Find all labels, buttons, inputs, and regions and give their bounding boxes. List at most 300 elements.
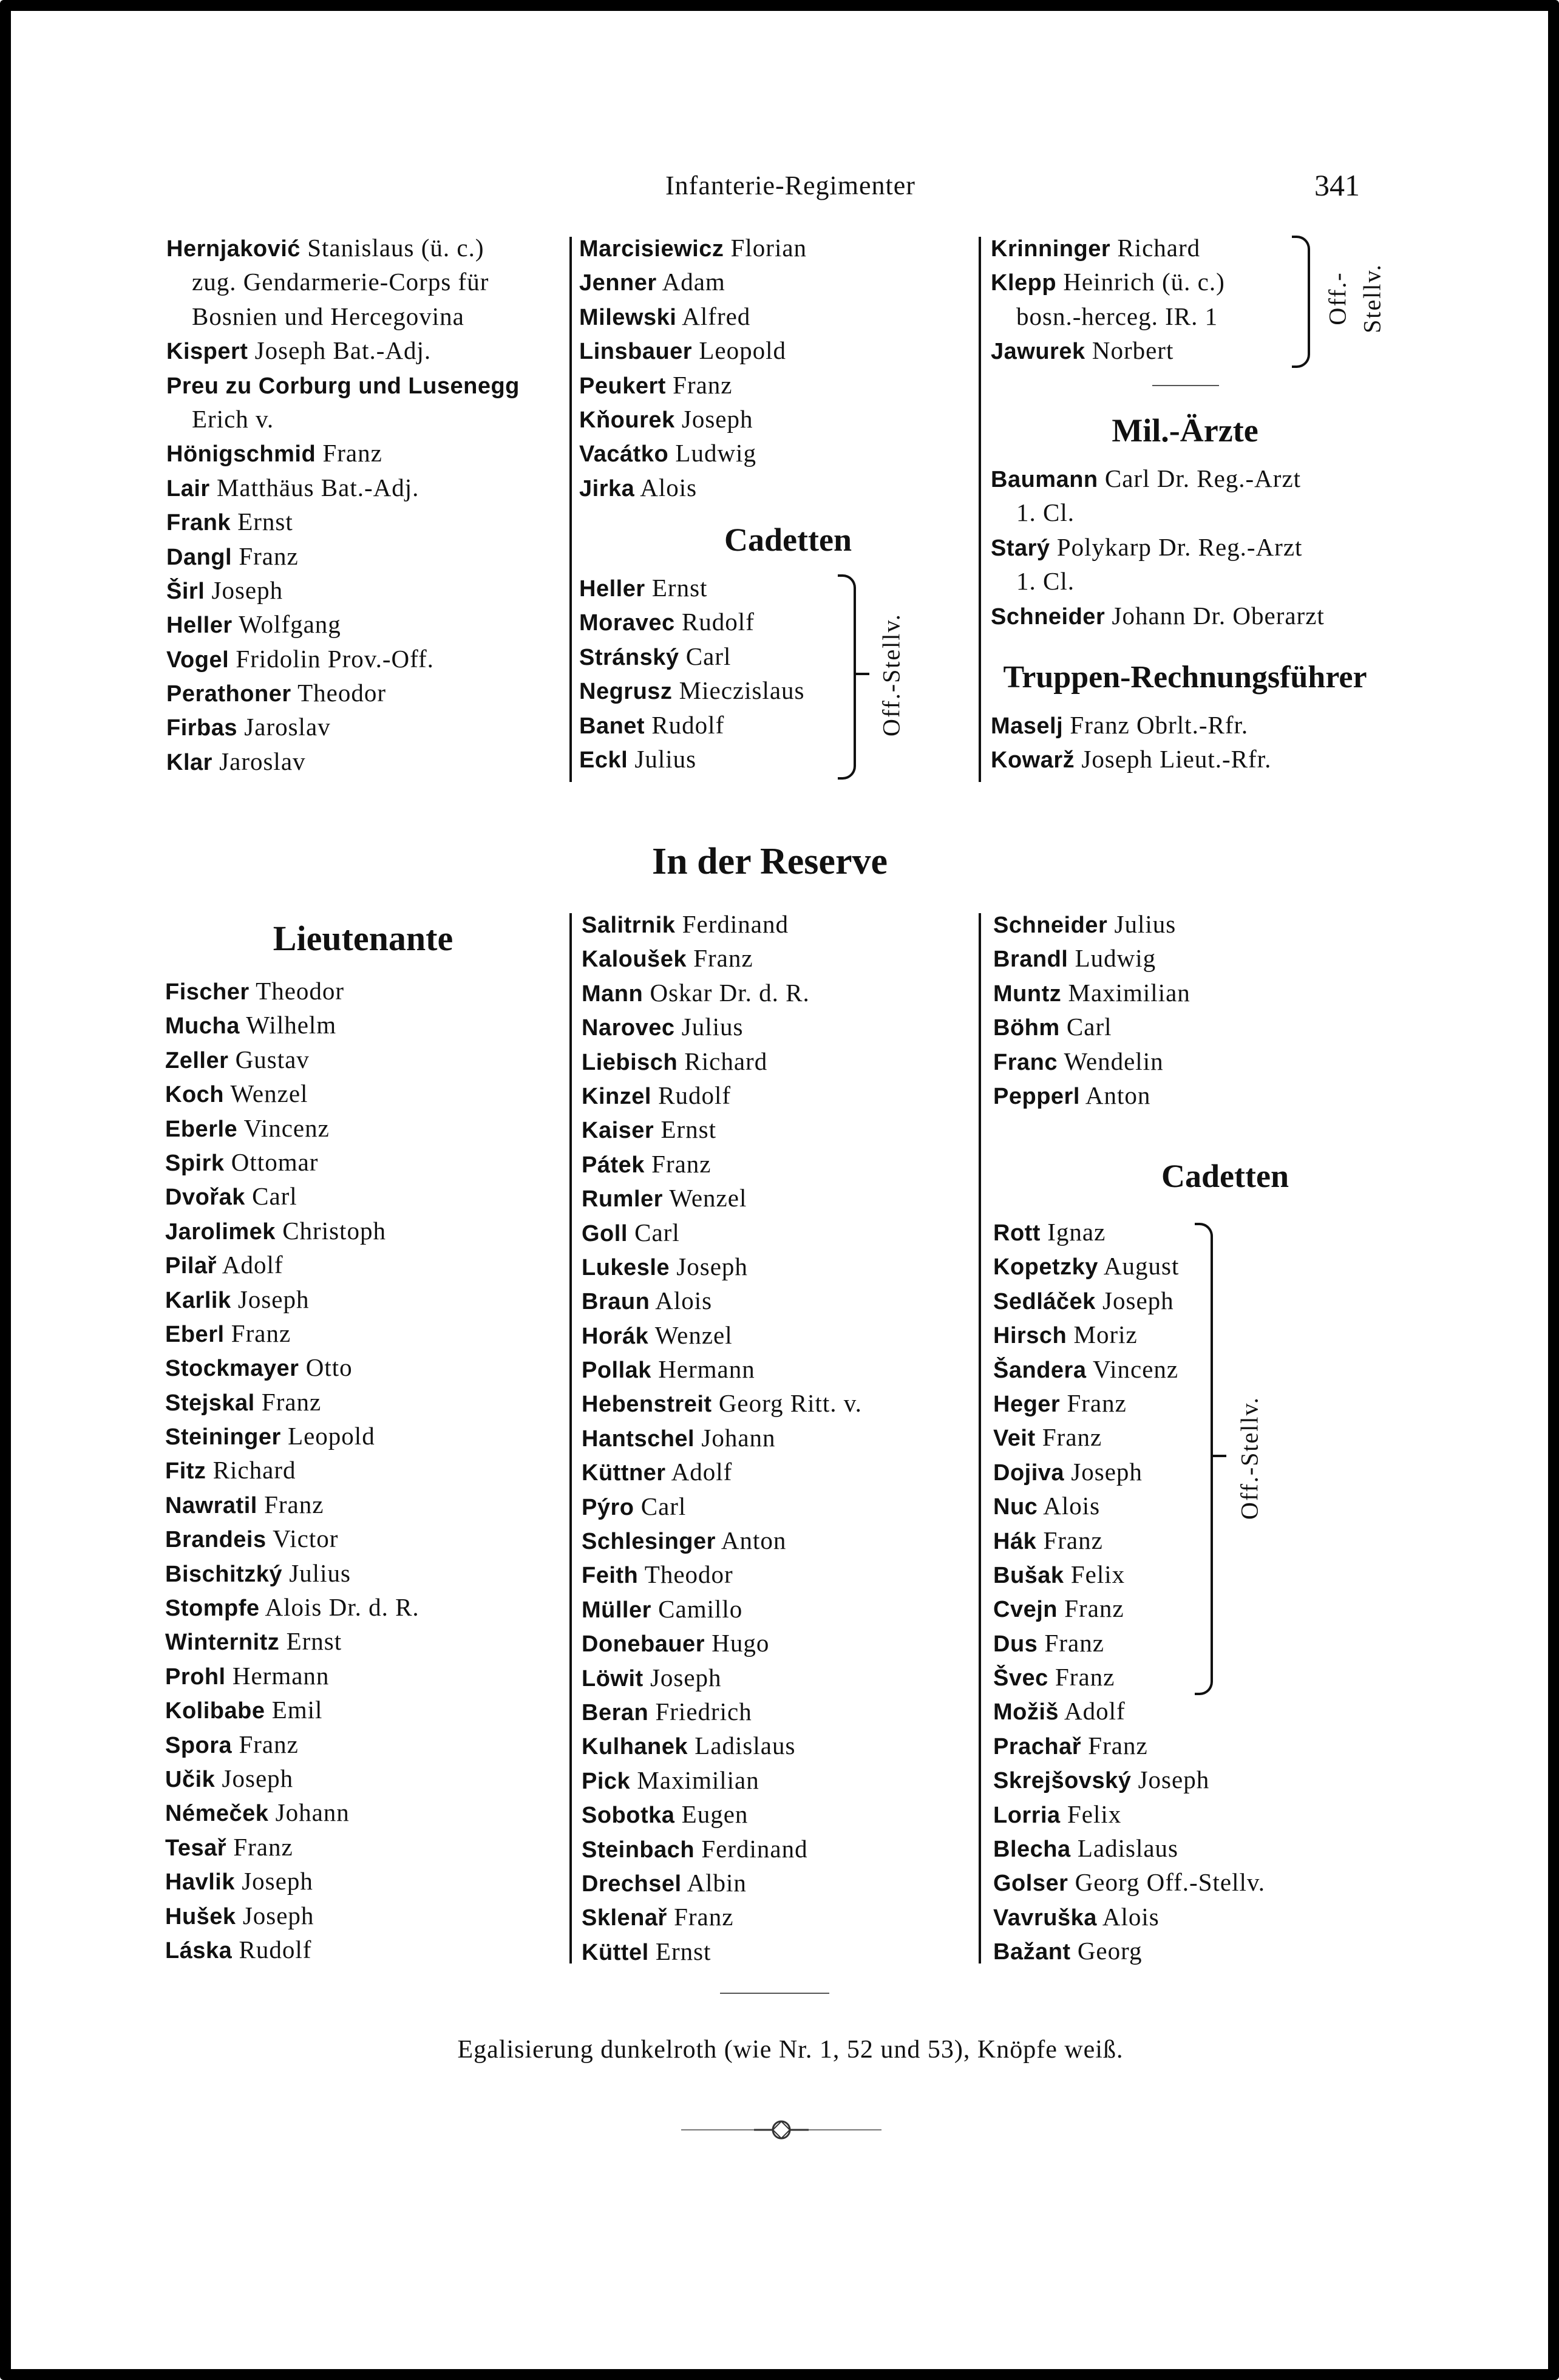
person-surname: Mann [582,981,644,1007]
person-surname: Preu zu Corburg und Lusenegg [166,373,520,399]
list-item [165,1864,419,1898]
list-item [993,1044,1190,1078]
person-surname: Stránský [579,644,679,670]
person-surname: Schneider [993,913,1108,938]
person-details: Albin [681,1868,747,1897]
person-details: Rudolf [674,608,755,636]
list-item [991,333,1225,367]
list-item [993,1352,1265,1386]
list-item [165,1316,419,1350]
off-stellv-label-2: Stellv. [1358,264,1386,333]
person-surname: Bušak [993,1562,1064,1588]
person-details: Heinrich (ü. c.) [1056,268,1225,296]
person-surname: Havlik [165,1869,235,1895]
person-surname: Milewski [579,304,677,330]
person-surname: Dvořak [165,1185,245,1211]
person-surname: Krinninger [991,236,1111,262]
person-details: Ladislaus [688,1732,796,1760]
person-details: bosn.-herceg. IR. 1 [1016,302,1218,330]
person-details: 1. Cl. [1016,498,1075,527]
person-details: Johann Dr. Oberarzt [1105,601,1325,630]
person-surname: Moravec [579,610,675,636]
person-details: Georg Off.-Stellv. [1068,1868,1265,1897]
person-details: Bosnien und Hercegovina [192,302,464,330]
person-details: Carl [1059,1013,1112,1041]
list-item [166,299,520,333]
person-surname: Maselj [991,713,1064,739]
person-details: Florian [724,234,807,262]
off-stellv-label-1: Off.- [1323,271,1351,325]
person-surname: Sedláček [993,1288,1096,1314]
person-details: Alois [1038,1492,1101,1520]
separator-rule [1152,385,1219,386]
off-stellv-label: Off.-Stellv. [877,613,905,736]
list-item [991,299,1225,333]
list-item [993,1489,1265,1523]
list-item [165,1590,419,1624]
person-surname: Muntz [993,981,1062,1007]
list-item [579,402,807,436]
person-surname: Horák [582,1323,649,1349]
person-surname: Zeller [165,1047,229,1073]
list-item [165,1385,419,1419]
person-details: Camillo [651,1594,743,1623]
list-item [582,1661,862,1695]
person-details: Adolf [1059,1697,1126,1725]
person-surname: Učik [165,1766,216,1792]
list-item [165,1727,419,1761]
cadetten-heading: Cadetten [724,522,852,558]
list-item [993,1591,1265,1625]
person-surname: Frank [166,510,231,536]
list-item [993,941,1190,975]
aerzte-list [991,461,1325,633]
top-column-3 [991,231,1225,368]
person-surname: Starý [991,535,1050,561]
person-surname: Hirsch [993,1323,1067,1349]
list-item [582,1078,862,1112]
person-surname: Láska [165,1937,233,1963]
person-surname: Müller [582,1597,651,1623]
reserve-column-3 [993,907,1190,1112]
person-details: Vincenz [1086,1355,1179,1383]
running-title: Infanterie-Regimenter [665,171,915,200]
person-details: Julius [628,744,697,773]
person-surname: Vogel [166,647,229,673]
list-item [582,1695,862,1729]
top-column-2 [579,231,807,505]
top-cadetten-list [579,571,805,776]
bracket-tip [1213,1455,1226,1457]
list-item [993,1078,1190,1112]
person-details: Carl [634,1492,687,1520]
person-details: Leopold [280,1422,375,1450]
person-details: Joseph [215,1764,294,1792]
person-surname: Brandl [993,947,1068,973]
list-item [993,1729,1265,1763]
person-surname: Heller [579,576,645,602]
person-details: Franz [1038,1628,1104,1657]
person-details: Matthäus Bat.-Adj. [209,473,419,501]
person-surname: Negrusz [579,679,673,705]
list-item [991,742,1271,776]
person-details: Franz [316,439,382,467]
person-surname: Karlik [165,1287,231,1313]
person-surname: Kaiser [582,1118,654,1144]
person-details: Joseph [1131,1766,1210,1794]
list-item [582,976,862,1010]
list-item [165,1659,419,1693]
person-details: 1. Cl. [1016,567,1075,596]
person-surname: Spora [165,1732,233,1758]
person-surname: Braun [582,1289,650,1315]
list-item [165,1487,419,1521]
person-details: Vincenz [237,1114,330,1142]
person-details: Franz [254,1387,322,1416]
list-item [993,1626,1265,1660]
person-details: Franz [665,370,733,399]
person-surname: Pick [582,1768,631,1794]
list-item [582,1147,862,1181]
list-item [165,1042,419,1076]
list-item [165,1282,419,1316]
person-surname: Hebenstreit [582,1392,712,1418]
person-details: Alois [1096,1902,1160,1931]
person-surname: Drechsel [582,1871,682,1897]
person-surname: Vavruška [993,1905,1097,1931]
list-item [993,1010,1190,1044]
person-surname: Franc [993,1049,1058,1075]
person-details: Joseph Lieut.-Rfr. [1075,745,1272,773]
person-details: Theodor [291,679,387,707]
column-divider [569,237,572,782]
person-surname: Winternitz [165,1630,280,1656]
list-item [165,1008,419,1042]
person-details: Ernst [645,574,708,602]
list-item [582,1729,862,1763]
person-details: Maximilian [1061,978,1190,1007]
person-details: Ferdinand [695,1834,808,1863]
person-surname: Cvejn [993,1597,1058,1623]
list-item [993,1865,1265,1899]
person-details: Theodor [249,977,345,1005]
list-item [582,1250,862,1284]
person-details: Fridolin Prov.-Off. [229,644,434,673]
list-item [582,1832,862,1866]
list-item [582,1557,862,1591]
person-surname: Jarolimek [165,1219,276,1245]
list-item [166,573,520,607]
person-details: Alois [634,473,698,501]
list-item [166,231,520,265]
list-item [579,436,807,470]
person-details: Richard [678,1047,768,1075]
person-details: Franz [1081,1731,1148,1759]
person-surname: Hák [993,1528,1037,1554]
person-surname: Mucha [165,1013,240,1039]
person-surname: Donebauer [582,1631,705,1657]
person-surname: Kolibabe [165,1698,265,1724]
lieutenante-heading: Lieutenante [273,919,453,958]
list-item [166,676,520,710]
person-details: Friedrich [648,1697,752,1725]
person-surname: Tesař [165,1835,227,1861]
list-item [165,1214,419,1248]
person-details: Ludwig [1068,944,1157,973]
list-item [582,1866,862,1900]
truppen-list [991,708,1271,777]
person-surname: Kaloušek [582,947,687,973]
list-item [582,1352,862,1386]
person-details: Julius [282,1559,351,1587]
list-item [165,1899,419,1933]
person-details: Felix [1064,1560,1126,1588]
list-item [993,976,1190,1010]
person-surname: Skrejšovský [993,1768,1132,1794]
person-details: Otto [299,1353,353,1382]
list-item [579,571,805,605]
person-surname: Kulhanek [582,1734,688,1760]
list-item [582,1489,862,1523]
person-details: Carl [245,1182,297,1211]
list-item [582,1934,862,1968]
list-item [582,1010,862,1044]
person-surname: Banet [579,713,645,739]
reserve-column-2 [582,907,862,1968]
person-details: Richard [206,1456,296,1484]
person-surname: Heger [993,1391,1061,1417]
column-divider [979,237,981,782]
person-details: Eugen [674,1800,749,1829]
person-details: Oskar Dr. d. R. [643,978,810,1007]
list-item [166,471,520,505]
person-details: Ernst [279,1627,342,1656]
person-surname: Šandera [993,1357,1087,1383]
person-details: Carl [627,1218,680,1246]
list-item [166,333,520,367]
person-surname: Fitz [165,1458,206,1484]
aerzte-heading: Mil.-Ärzte [1112,412,1258,449]
person-details: Franz [1057,1594,1124,1623]
person-surname: Koch [165,1082,224,1108]
bracket [1292,236,1310,368]
person-surname: Küttner [582,1460,666,1486]
person-surname: Prachař [993,1733,1082,1759]
person-details: Leopold [692,336,786,365]
person-surname: Stejskal [165,1390,255,1416]
truppen-heading: Truppen-Rechnungsführer [1003,660,1367,695]
list-item [993,1420,1265,1454]
list-item [993,1523,1265,1557]
list-item [993,1900,1265,1934]
person-surname: Löwit [582,1665,644,1691]
list-item [165,1933,419,1967]
person-details: Franz Obrlt.-Rfr. [1063,711,1249,739]
person-details: Christoph [275,1216,386,1245]
person-details: August [1098,1252,1180,1280]
person-details: Joseph [670,1252,748,1280]
list-item [993,907,1190,941]
person-details: Franz [257,1490,324,1518]
person-surname: Kispert [166,339,248,365]
ornament-icon [681,2118,881,2142]
person-details: Joseph [643,1663,722,1691]
list-item [579,231,807,265]
person-details: Ignaz [1040,1218,1106,1246]
person-surname: Pepperl [993,1083,1080,1109]
person-details: Emil [265,1696,323,1724]
list-item [165,1693,419,1727]
page-number: 341 [1314,168,1360,202]
person-surname: Prohl [165,1664,226,1690]
list-item [993,1763,1265,1797]
person-details: Joseph [231,1285,310,1313]
person-surname: Hantschel [582,1426,695,1452]
list-item [165,1111,419,1145]
list-item [993,1557,1265,1591]
person-surname: Schneider [991,604,1106,630]
list-item [579,708,805,742]
person-details: Polykarp Dr. Reg.-Arzt [1050,532,1303,561]
person-details: Ernst [230,508,293,536]
person-surname: Sklenař [582,1905,667,1931]
person-surname: Pollak [582,1358,651,1384]
person-details: Georg Ritt. v. [712,1389,862,1418]
person-details: Franz [1035,1423,1102,1452]
person-surname: Kopetzky [993,1254,1098,1280]
person-details: Wenzel [224,1080,308,1108]
list-item [165,1076,419,1110]
list-item [166,539,520,573]
list-item [579,471,807,505]
list-item [165,1179,419,1213]
list-item [165,1248,419,1282]
reserve-heading: In der Reserve [652,841,888,882]
list-item [166,505,520,539]
person-surname: Jenner [579,270,657,296]
person-surname: Baumann [991,467,1098,492]
person-details: Carl Dr. Reg.-Arzt [1098,464,1302,492]
list-item [166,436,520,470]
list-item [582,1421,862,1455]
person-surname: Fischer [165,979,250,1005]
list-item [993,1455,1265,1489]
person-details: Franz [232,1730,299,1758]
person-surname: Dus [993,1631,1038,1657]
list-item [993,1386,1265,1420]
list-item [166,710,520,744]
person-surname: Marcisiewicz [579,236,724,262]
person-details: Mieczislaus [672,676,805,705]
bracket [838,574,856,780]
list-item [166,402,520,436]
list-item [165,1761,419,1795]
person-details: Rudolf [645,710,725,739]
list-item [582,1386,862,1420]
list-item [579,673,805,707]
person-details: Julius [674,1013,744,1041]
person-details: Franz [686,944,753,973]
reserve-column-1 [165,974,419,1967]
list-item [165,974,419,1008]
person-surname: Nawratil [165,1492,257,1518]
person-details: zug. Gendarmerie-Corps für [192,268,489,296]
person-details: Erich v. [192,404,274,433]
list-item [582,1592,862,1626]
person-surname: Némeček [165,1801,269,1827]
list-item [582,1900,862,1934]
person-surname: Blecha [993,1837,1071,1863]
person-details: Adolf [216,1251,284,1279]
person-surname: Linsbauer [579,339,693,365]
person-surname: Eberle [165,1116,238,1142]
list-item [582,1044,862,1078]
person-details: Joseph Bat.-Adj. [248,336,432,365]
person-surname: Bažant [993,1939,1071,1965]
person-details: Adam [656,268,725,296]
list-item [579,605,805,639]
list-item [991,265,1225,299]
top-column-1 [166,231,520,778]
list-item [579,299,807,333]
person-surname: Salitrnik [582,913,676,938]
list-item [579,368,807,402]
person-details: Wilhelm [239,1011,337,1039]
list-item [165,1145,419,1179]
list-item [582,941,862,975]
person-details: Theodor [638,1560,733,1589]
person-surname: Klepp [991,270,1057,296]
list-item [579,333,807,367]
person-surname: Bischitzký [165,1561,282,1587]
list-item [582,1797,862,1831]
person-details: Victor [266,1525,339,1553]
person-surname: Narovec [582,1015,675,1041]
person-surname: Pilař [165,1253,217,1279]
person-details: Alois [650,1287,713,1315]
person-surname: Lair [166,475,210,501]
list-item [993,1249,1265,1283]
list-item [582,1284,862,1318]
list-item [165,1556,419,1590]
person-details: Ottomar [224,1148,319,1176]
person-details: Ernst [648,1937,712,1965]
list-item [582,1181,862,1215]
person-details: Franz [1048,1663,1115,1691]
list-item [579,265,807,299]
person-details: Franz [644,1149,712,1178]
footer-rule [720,1993,829,1994]
person-surname: Hönigschmid [166,441,316,467]
person-surname: Dangl [166,544,233,570]
list-item [993,1215,1265,1249]
person-surname: Veit [993,1426,1036,1452]
list-item [993,1660,1265,1694]
person-details: Joseph [205,576,284,604]
bracket [1195,1223,1213,1695]
person-details: Joseph [236,1901,314,1929]
person-surname: Vacátko [579,441,669,467]
list-item [991,495,1325,529]
list-item [165,1624,419,1658]
list-item [993,1694,1265,1728]
list-item [993,1831,1265,1865]
person-surname: Spirk [165,1150,225,1176]
person-details: Johann [695,1423,776,1452]
person-details: Anton [1079,1081,1151,1109]
person-details: Moriz [1067,1321,1138,1349]
person-details: Franz [1060,1389,1127,1417]
